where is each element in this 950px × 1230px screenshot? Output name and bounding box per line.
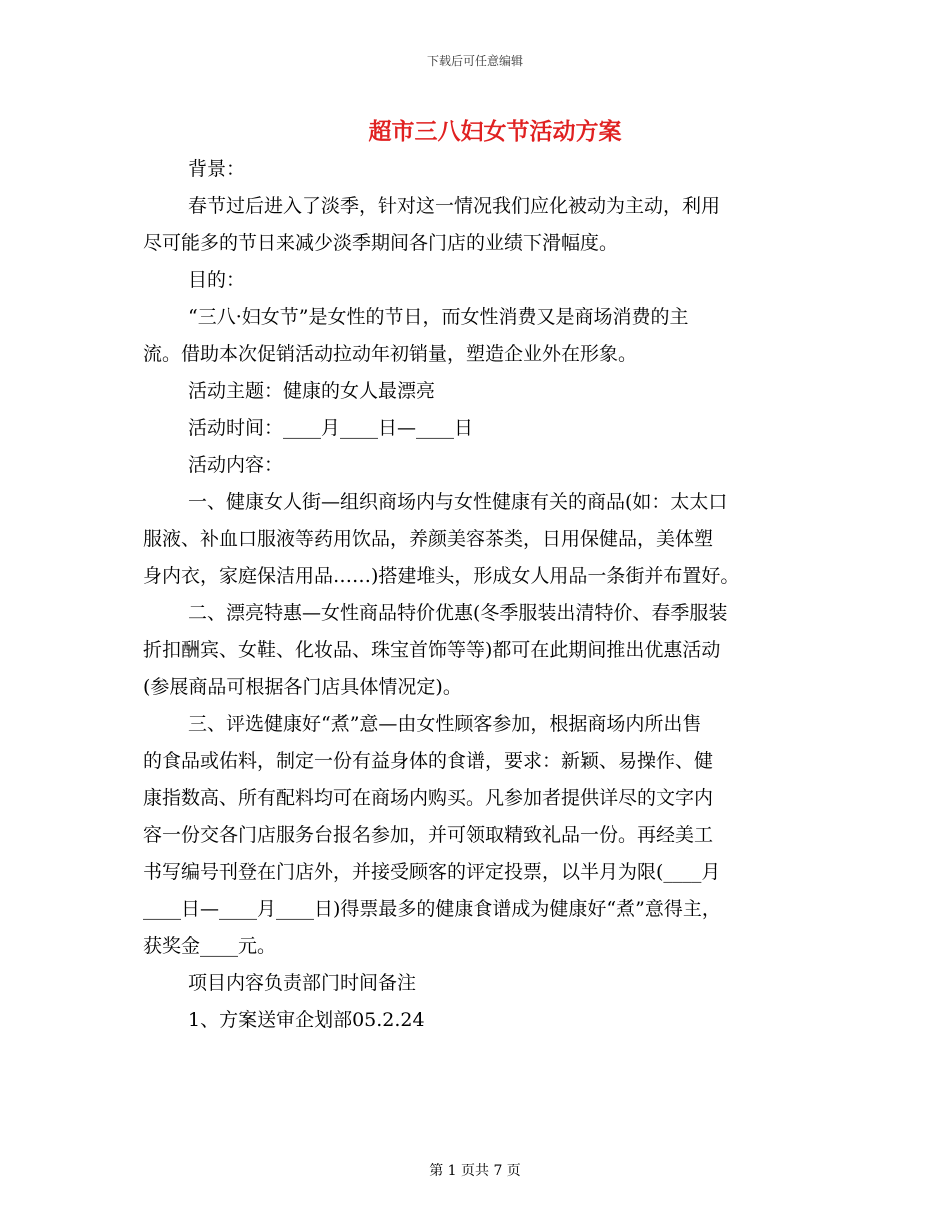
text-line: 容一份交各门店服务台报名参加，并可领取精致礼品一份。再经美工	[143, 824, 714, 846]
text-line: 流。借助本次促销活动拉动年初销量，塑造企业外在形象。	[143, 343, 638, 365]
text-line: 1、方案送审企划部05.2.24	[188, 1009, 425, 1031]
text-line: 活动时间：____月____日—____日	[188, 417, 474, 439]
text-line: 三、评选健康好“煮”意—由女性顾客参加，根据商场内所出售	[188, 713, 702, 735]
text-line: ____日—____月____日)得票最多的健康食谱成为健康好“煮”意得主，	[143, 898, 721, 920]
header-note: 下载后可任意编辑	[426, 54, 523, 68]
text-line: (参展商品可根据各门店具体情况定)。	[143, 676, 462, 698]
text-line: 项目内容负责部门时间备注	[188, 972, 417, 994]
text-line: 一、健康女人街—组织商场内与女性健康有关的商品(如：太太口	[188, 491, 728, 513]
text-line: 春节过后进入了淡季，针对这一情况我们应化被动为主动，利用	[188, 195, 721, 217]
text-line: 身内衣，家庭保洁用品……)搭建堆头，形成女人用品一条街并布置好。	[143, 565, 740, 587]
document-title: 超市三八妇女节活动方案	[368, 118, 622, 145]
text-line: “三八·妇女节”是女性的节日，而女性消费又是商场消费的主	[188, 306, 689, 328]
text-line: 二、漂亮特惠—女性商品特价优惠(冬季服装出清特价、春季服装	[188, 602, 728, 624]
text-line: 尽可能多的节日来减少淡季期间各门店的业绩下滑幅度。	[143, 232, 619, 254]
text-line: 获奖金____元。	[143, 935, 277, 957]
text-line: 服液、补血口服液等药用饮品，养颜美容茶类，日用保健品，美体塑	[143, 528, 714, 550]
text-line: 活动主题：健康的女人最漂亮	[188, 380, 436, 402]
text-line: 目的：	[188, 269, 246, 291]
text-line: 书写编号刊登在门店外，并接受顾客的评定投票，以半月为限(____月	[143, 861, 721, 883]
text-line: 活动内容：	[188, 454, 284, 476]
text-line: 折扣酬宾、女鞋、化妆品、珠宝首饰等等)都可在此期间推出优惠活动	[143, 639, 721, 661]
text-line: 的食品或佑料，制定一份有益身体的食谱，要求：新颖、易操作、健	[143, 750, 714, 772]
text-line: 康指数高、所有配料均可在商场内购买。凡参加者提供详尽的文字内	[143, 787, 714, 809]
document-body	[143, 151, 823, 1039]
text-line: 背景：	[188, 158, 246, 180]
page-number: 第 1 页共 7 页	[429, 1163, 521, 1179]
